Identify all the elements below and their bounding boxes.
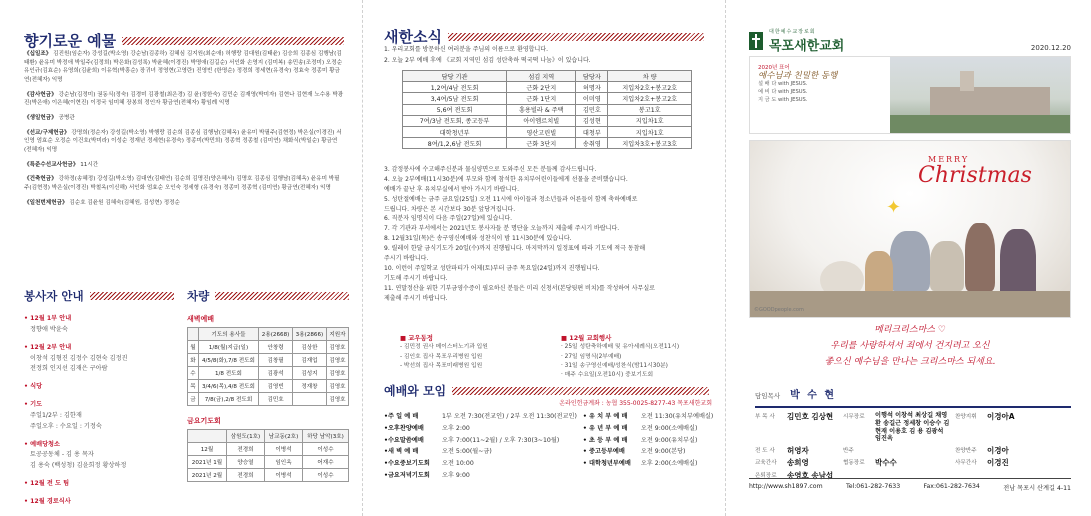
staff-names: 박수수 [875,458,897,468]
table-row [403,93,692,104]
volunteer-names: 주일오후 : 수요일 : 기정숙 [30,422,102,430]
volunteer-header [24,288,174,304]
volunteer-role: • 12월 경로식사 [24,497,71,505]
event-item: · 매주 수요일(오전10시) 중보기도회 [561,372,654,379]
table-cell: 김영호 [326,380,348,393]
panel-cover [725,0,1091,516]
table-cell: 7/8(금),2/8 전도회 [198,393,258,406]
staff-names: 이행석 이창석 최상길 채영환 송길근 정세창 이승수 김현재 이용호 김 용 김광석 임진옥 [875,412,950,443]
table-cell: 허명자 [576,82,608,93]
news-columns [400,333,710,380]
table-cell: 12월 [188,443,227,456]
table-row [403,82,692,93]
table-cell: 정재창 [293,380,327,393]
nativity-figure [930,241,964,291]
motto-banner [749,56,1071,134]
table-row [188,380,349,393]
service-row [384,446,577,458]
table-cell: 이병석 [264,469,302,482]
ground [750,291,1071,318]
staff-role: 시무장로 [843,414,865,420]
staff-role: 은퇴장로 [755,472,777,479]
service-row [384,423,577,435]
table-cell [293,393,327,406]
table-cell: 금 [188,393,199,406]
service-time: 오후 9:00 [442,471,470,479]
offering-group [24,199,344,208]
table-cell: 7여/3남 전도회, 종고등부 [403,115,507,126]
volunteer-role: • 기도 [24,401,43,409]
news-top-list [384,45,709,66]
staff-role: 찬양지휘 [955,414,977,420]
events-title: ■ 12월 교회행사 [561,334,612,342]
table-cell: 이성수 [303,443,349,456]
offering-label: 《생일헌금》 [24,114,57,121]
table-cell: 8여/1,2,6남 전도회 [403,138,507,149]
volunteer-names: 이창석 김형진 김정수 김현숙 김정진 [30,354,128,362]
staff-role: 부 목 사 [755,414,775,420]
table-cell: 양승열 [226,456,264,469]
car-section [187,288,349,482]
offering-names: 강순남(김정미) 권동식(정숙) 김경미 김광철(최은경) 김 윤(정한숙) 김민순 김재영(박미자) 김현나 김현재 노수용 박광진(박은애) 이은혜(이현진) 이정국 임미혜 장봉희 정인자 황금연(전혜자) 황임례 익명 [24,91,344,107]
panel-news [362,0,725,516]
table-cell: 김재업 [293,354,327,367]
table-header-cell: 2용(2668) [259,328,293,341]
table-cell: 근화 3단지 [507,138,576,149]
service-row [583,423,714,435]
offerings-header [24,30,344,51]
table-row [403,138,692,149]
pastor-role: 담임목사 [755,392,781,400]
table-cell: 3,4여/5남 전도회 [403,93,507,104]
condolence-column [400,333,549,380]
service-name: •주 일 예 배 [384,413,419,420]
volunteer-item [24,382,174,393]
table-cell: 임인옥 [264,456,302,469]
panel-offerings [0,0,362,516]
offering-label: 《십일조》 [24,51,52,57]
table-header-cell: 섬김 지역 [507,71,576,82]
service-times-right [583,411,714,482]
event-item: · 27일 임명식(2부예배) [561,353,622,360]
condolence-item: - 박선희 집사 목포미래병원 입원 [400,362,483,369]
table-cell: 2021년 1월 [188,456,227,469]
offering-label: 《감사헌금》 [24,91,57,98]
car-friday-label: 금요기도회 [187,417,221,425]
table-cell: 김영호 [326,354,348,367]
service-time: 오전 9:00(소예배실) [640,424,698,432]
news-bottom-list [384,165,709,303]
star-icon: ✦ [886,197,902,218]
christmas-card-image [749,140,1071,318]
service-area-table [402,70,692,149]
offering-group [24,91,344,108]
service-name: • 유 년 부 예 배 [582,424,628,432]
service-area-table-wrap [402,70,692,149]
staff-role: 교육간사 [755,460,777,467]
cross-logo-icon [749,32,763,50]
staff-role: 반주 [843,448,854,454]
motto-title: 예수님과 친밀한 동행 [758,71,838,81]
news-item: 11. 연말정산을 위한 기부금영수증이 필요하신 분들은 미리 신청서(본당뒷편 비치)를 작성하여 사무실로 [384,284,655,292]
table-cell: 김영호 [326,341,348,354]
pastor-name: 박 수 현 [790,390,837,401]
news-item: 드립니다. 차량은 본 시간보다 30분 앞당겨집니다. [384,205,516,213]
service-row [384,458,577,470]
christmas-verse [749,322,1071,371]
service-row [583,446,714,458]
service-times-left [384,411,577,482]
table-header-cell: 담당 기관 [403,71,507,82]
news-item: 기도해 주시기 바랍니다. [384,274,448,282]
condolence-title: ■ 교우동정 [400,334,433,342]
table-cell: 이병석 [264,443,302,456]
table-cell: 2021년 2월 [188,469,227,482]
volunteer-list [24,314,174,508]
table-header-cell: 3용(2866) [293,328,327,341]
news-item: 6. 직분자 임명식이 다음 주일(27일)에 있습니다. [384,215,513,223]
verse-line: 우리를 사랑하셔서 죄에서 건지려고 오신 [830,341,990,352]
table-cell: 대청부 [576,126,608,137]
events-column [561,333,710,380]
table-header-cell: 남교동(2호) [264,430,302,443]
service-name: • 유 치 부 예 배 [582,413,628,420]
pastor-block [755,386,1071,408]
volunteer-role: • 예배당청소 [24,440,60,448]
news-item: 5. 성탄절예배는 금주 금요일(25일) 오전 11시에 아이들과 청소년들과 어른들이 함께 축하예배로 [384,195,638,203]
offering-group [24,114,344,123]
service-times [384,411,714,482]
bulletin-date: 2020.12.20 [1030,44,1071,52]
fax-number: Fax:061-282-7634 [923,483,980,490]
volunteer-item [24,314,174,336]
staff-names: 송희영 [787,458,809,468]
building-body [930,87,1050,117]
service-time: 오전 9:00(본당) [640,448,686,456]
service-name: •오후찬양예배 [384,424,424,432]
pastor-line [755,386,1071,401]
church-building-photo [890,57,1070,133]
service-row [583,458,714,470]
denomination: 대한예수교장로회 [769,29,816,35]
staff-names: 이경아A [987,412,1015,421]
news-item: 8. 12월31일(목)은 송구영신예배와 성찬식이 밤 11시30분에 있습니다. [384,235,572,243]
table-header-row [403,71,692,82]
volunteer-item [24,343,174,376]
table-header-row [188,328,349,341]
trees [890,115,1070,133]
verse-line: 메리크리스마스 ♡ [874,325,946,335]
service-time: 오후 7:00(11~2월) / 오후 7:30(3~10월) [442,436,560,444]
service-name: •새 벽 예 배 [384,448,419,456]
staff-names: 이경진 [987,458,1009,468]
table-cell: 김성지 [293,367,327,380]
table-row [188,341,349,354]
nativity-figure [865,251,893,295]
table-row [403,126,692,137]
volunteer-role: • 식당 [24,383,43,391]
table-cell: 송취영 [576,138,608,149]
nativity-figure [1000,229,1036,299]
table-cell: 김영호 [326,393,348,406]
table-row [403,115,692,126]
offering-names: 11시간 [78,161,99,168]
staff-role: 찬양반주 [955,448,977,454]
service-time: 오후 2:00 [442,424,470,432]
table-row [188,367,349,380]
car-schedule-table [187,327,349,406]
table-cell: 영산고린빌 [507,126,576,137]
news-item: 주시기 바랍니다. [384,255,429,263]
event-item: · 25일 성탄축하예배 및 유아세례식(오전11시) [561,344,680,351]
building-tower [960,71,974,91]
worship-title: 예배와 모임 [384,384,447,398]
car-service-label: 새벽예배 [187,315,215,323]
table-cell: 지입차1호 [608,115,692,126]
events-list [561,343,710,380]
news-item: 4. 오늘 2부예배(11시30분)에 부모와 함께 참석한 유치부어린이들에게 선물을 준비했습니다. [384,175,628,183]
motto-year: 2020년 표어 [758,65,790,71]
condolence-item: - 김민정 권사 메이스터노기과 입원 [400,344,488,351]
motto-lines [758,81,882,104]
service-row [384,435,577,447]
volunteer-role: • 12월 전 도 팀 [24,480,70,488]
service-name: •수요중보기도회 [384,460,430,468]
offering-group [24,50,344,85]
table-cell: 안창령 [259,341,293,354]
news-item: 3. 감정봉사에 수고해주신분과 물심양면으로 도와주신 모든 분들께 감사드립니다. [384,166,597,173]
service-time: 오전 10:00 [442,460,474,468]
volunteer-item [24,400,174,433]
hatch-divider [448,33,704,41]
service-name: • 초 등 부 예 배 [582,436,628,444]
service-name: •금요저녁기도회 [384,471,430,479]
offerings-title: 향기로운 예물 [24,32,117,50]
website-link[interactable]: http://www.sh1897.com [749,483,823,490]
table-cell: 어재수 [303,456,349,469]
table-cell: 3/4/6(목),4/8 전도회 [198,380,258,393]
news-item: 제출해 주시기 바랍니다. [384,294,448,302]
staff-role: 협동장로 [843,460,865,467]
service-time: 오전 9:00(유치부실) [640,436,698,444]
news-item: 2. 오늘 2부 예배 후에 《교회 지역민 섬김 성탄축하 떡국떡 나눔》이 있습니다. [384,56,591,64]
service-name: • 대학청년부예배 [582,460,631,468]
volunteer-title: 봉사자 안내 [24,289,84,303]
table-cell: 지입차1호 [608,126,692,137]
table-cell: 1,2여/4남 전도회 [403,82,507,93]
service-name: • 중고등부예배 [582,448,625,456]
table-row [188,393,349,406]
offering-names: 김순호 김윤원 김혜숙(김혜원, 김성현) 정정순 [67,199,180,206]
church-name: 목포새한교회 [769,39,845,54]
news-header [384,26,704,47]
table-cell: 화 [188,354,199,367]
car-friday-table [187,429,349,482]
table-header-row [188,430,349,443]
merry-text: MERRY [928,155,970,164]
table-header-cell: 지원자 [326,328,348,341]
table-cell: 김민호 [576,104,608,115]
offerings-list [24,50,344,213]
image-credit: ©GOODpeople.com [754,307,804,313]
news-item: 10. 이런이 주일학교 성탄파티가 어제(토)부터 금주 목요일(24일)까지 진행됩니다. [384,264,600,272]
table-cell: 이미영 [576,93,608,104]
offering-label: 《일천번제헌금》 [24,199,68,206]
address: 전남 목포시 산계길 4-11 [1003,485,1071,492]
table-header-cell: 차 량 [608,71,692,82]
table-cell: 봉고1호 [608,104,692,115]
nativity-figure [890,231,930,291]
table-cell: 근화 2단지 [507,82,576,93]
pastor-divider [755,406,1071,408]
table-cell: 김광석 [259,367,293,380]
table-cell: 지입차2호+봉고2호 [608,93,692,104]
table-cell: 5,6여 전도회 [403,104,507,115]
table-header-cell: 담당자 [576,71,608,82]
table-cell: 수 [188,367,199,380]
news-item: 9. 릴레이 한달 금식기도가 20일(수)까지 진행됩니다. 마지막까지 일정표에 따라 기도에 적극 동참해 [384,245,646,253]
volunteer-section [24,288,174,515]
offering-label: 《건축헌금》 [24,176,57,183]
service-time: 오전 5:00(월~금) [442,448,492,456]
offering-label: 《선교/구제헌금》 [24,129,70,136]
hatch-divider [215,292,349,300]
offering-account: 온라인헌금계좌 : 농협 355-0025-8277-43 목포새한교회 [559,400,712,407]
volunteer-role: • 12월 1부 안내 [24,315,72,322]
table-cell: 1/8(월)지급(일) [198,341,258,354]
nativity-figure [965,223,995,291]
table-cell: 김상한 [293,341,327,354]
car-header [187,288,349,304]
volunteer-role: • 12월 2부 안내 [24,343,72,351]
table-row [188,443,349,456]
service-row [583,411,714,423]
service-row [384,470,577,482]
table-header-cell [188,430,227,443]
contact-footer [749,478,1071,492]
phone-number: Tel:061-282-7633 [845,483,901,490]
staff-role: 사무간사 [955,460,977,467]
worship-header [384,382,709,399]
news-item: 예배가 끝난 후 유치부실에서 받아 가시기 바랍니다. [384,185,520,193]
staff-names: 송영호 송남섭 [787,470,834,480]
hatch-divider [452,387,709,395]
staff-names: 이경아 [987,446,1009,455]
table-cell: 대학청년부 [403,126,507,137]
verse-line: 좋으신 예수님을 만나는 크리스마스 되세요. [824,357,996,368]
table-cell: 흥용빌라 & 주택 [507,104,576,115]
offering-names: 김진원(임순자) 강성길(박소영) 강순남(김종하) 김혜심 김지원(최순애) 허행랑 김대원(김태윤) 김승희 김종심 김행남(김태환) 윤유미 박정애 박일주(김정희) 박은화(김성록) 박윤혜(이경진) 박명애(김길순) 서인화 손영지 (김미복) 송민송(조정미) 오정순 유인규(김효순) 유영희(김윤희) 이유혁(박흥순) 장귀녀 정영현(고영란) 진영빈 (한명순) 정경희 정세현(유경숙) 정효숙 정종미 황금연(전혜자) 익명 [24,51,343,83]
hatch-divider [122,37,344,45]
table-cell: 이성수 [303,469,349,482]
motto-line: 설 배 다 with JESUS. [758,81,808,88]
offering-names: 강하정(송혜정) 강성길(박소영) 김대연(김태연) 김순희 김명진(양은혜서) 김명호 김종심 김행남(김혜옥) 윤유미 박필주(김현정) 박은실(이경진) 박철옥(이신해) 서인화 엄효순 오인숙 정세형 (유경숙) 정종미 정종혁 (김미연) 황금연(전혜자) 익명 [24,176,340,191]
event-item: · 31일 송구영신예배/성찬식(밤11시30분) [561,362,668,369]
volunteer-names: 토공공동체 - 김 용 목자 [30,451,94,459]
volunteer-item [24,479,174,490]
volunteer-names: 전정희 인지선 김재은 구아람 [30,365,108,373]
offering-group [24,129,344,155]
volunteer-item [24,497,174,508]
table-cell: 목 [188,380,199,393]
condolence-list [400,343,549,371]
offering-group [24,175,344,192]
table-row [188,469,349,482]
table-cell: 4/5/8(화),7/8 전도회 [198,354,258,367]
service-time: 오전 11:30(유치부예배실) [640,413,714,420]
table-header-cell [188,328,199,341]
volunteer-item [24,440,174,473]
staff-directory [755,412,1071,480]
table-row [188,456,349,469]
table-header-cell: 기도의 용사들 [198,328,258,341]
service-row [384,411,577,423]
brand-text [769,28,844,54]
table-cell: 김성현 [576,115,608,126]
table-row [188,354,349,367]
table-cell: 김창필 [259,354,293,367]
table-header-cell: 하당 남악(3호) [303,430,349,443]
service-time: 오후 2:00(소예배실) [640,460,698,468]
motto-text [750,57,890,133]
table-cell: 김영빈 [259,380,293,393]
table-header-cell: 삼원도(1호) [226,430,264,443]
table-cell: 아이엠르치빌 [507,115,576,126]
table-cell: 전경희 [226,469,264,482]
motto-line: 예 비 다 with JESUS. [758,88,808,95]
offering-names: 강명희(정순자) 강성길(박소영) 박행랑 김순희 김종심 김행남(김혜옥) 윤유미 박필주(김현정) 박은실(이경진) 서인영 엄효순 오정순 이건호(박미라) 이성순 정재년 정세현(유경숙) 정종미(박민희) 정종혁 정종철 (김미연) 채화식(박일순) 황금연(전혜자) 익명 [24,129,342,153]
table-cell: 김영호 [326,367,348,380]
volunteer-names: 김 용숙 (백성청) 김윤희정 황상하정 [30,462,127,470]
service-name: •수요말씀예배 [384,436,424,444]
volunteer-names: 주일1/2부 : 김한재 [30,411,82,419]
motto-line: 지 금 도 with JESUS. [758,96,808,103]
condolence-item: - 김인호 집사 목포우리병원 입원 [400,353,483,360]
volunteer-names: 정향애 박윤숙 [30,325,68,333]
service-time: 1부 오전 7:30(전교인) / 2부 오전 11:30(전교인) [442,413,577,420]
church-brand [749,28,844,54]
hatch-divider [90,292,174,300]
christmas-text: Christmas [918,163,1032,188]
staff-role: 전 도 사 [755,448,775,454]
offering-names: 공병관 [56,114,75,121]
offering-group [24,161,344,170]
table-cell: 근화 1단지 [507,93,576,104]
table-cell: 지입차2호+봉고2호 [608,82,692,93]
car-title: 차량 [187,289,210,303]
table-cell: 월 [188,341,199,354]
news-item: 1. 우리교회를 방문하신 여러분을 주님의 이름으로 환영합니다. [384,46,548,53]
staff-names: 허영자 [787,446,809,455]
table-cell: 1/8 전도회 [198,367,258,380]
offering-label: 《특준수선교사헌금》 [24,161,79,168]
news-item: 7. 각 기관과 부서에서는 2021년도 봉사자들 분 명단을 오늘까지 제출해 주시기 바랍니다. [384,225,620,233]
table-cell: 지입차3호+봉고3호 [608,138,692,149]
table-cell: 김민호 [259,393,293,406]
table-cell: 전경희 [226,443,264,456]
table-row [403,104,692,115]
news-title: 새한소식 [384,28,442,46]
staff-names: 김민호 김상현 [787,412,834,421]
service-row [583,435,714,447]
